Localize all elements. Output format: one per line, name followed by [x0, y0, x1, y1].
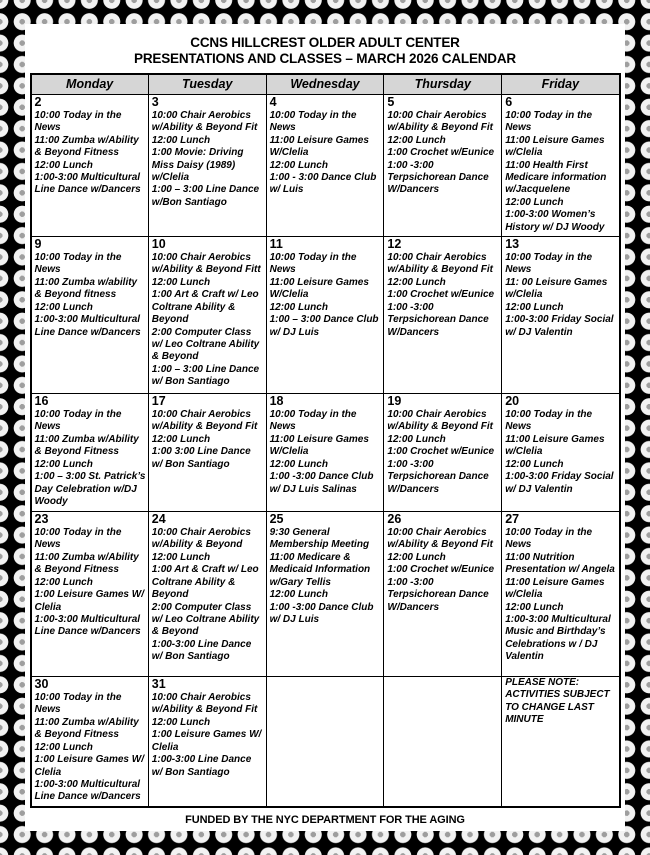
activity: 10:00 Today in the News — [505, 252, 593, 276]
activity: 1:00 -3:00 Dance Club w/ DJ Luis — [269, 601, 374, 625]
activity: 11:00 Leisure Games W/Clelia — [269, 433, 369, 458]
calendar-cell-day-23 — [31, 512, 149, 677]
activity: 11:00 Health First Medicare information w/Jacquelene — [505, 159, 607, 196]
calendar-cell-day-9 — [31, 237, 149, 394]
activity: 2:00 Computer Class w/ Leo Coltrane Ability & Beyond — [151, 601, 260, 638]
week-row-1 — [31, 95, 620, 237]
activity: 10:00 Chair Aerobics w/Ability & Beyond Fit — [151, 692, 258, 716]
activity: 12:00 Lunch — [505, 301, 564, 313]
date-number: 12 — [387, 237, 402, 252]
activity: 12:00 Lunch — [151, 433, 211, 445]
calendar-table — [30, 73, 621, 808]
date-number: 20 — [505, 394, 520, 409]
activity: 10:00 Today in the News — [269, 409, 357, 433]
activity: 2:00 Computer Class w/ Leo Coltrane Ability & Beyond — [151, 326, 260, 363]
activity: 10:00 Today in the News — [34, 409, 122, 433]
calendar-cell-empty — [266, 677, 384, 807]
activity: 10:00 Today in the News — [34, 527, 122, 551]
date-number: 27 — [505, 512, 520, 527]
page-title-line2: PRESENTATIONS AND CLASSES – MARCH 2026 CALENDAR — [134, 50, 516, 66]
calendar-body — [31, 95, 620, 807]
date-number: 25 — [269, 512, 284, 527]
activity: 12:00 Lunch — [387, 134, 446, 146]
activity: 11:00 Leisure Games W/Clelia — [269, 134, 369, 159]
activity: 11:00 Leisure Games w/Clelia — [505, 134, 605, 159]
week-row-3 — [31, 394, 620, 512]
activity: 1:00 Movie: Driving Miss Daisy (1989) w/Clelia — [151, 147, 244, 184]
weekday-header-row — [31, 74, 620, 95]
activity: 10:00 Chair Aerobics w/Ability & Beyond Fit — [387, 409, 493, 433]
activity: 1:00-3:00 Line Dance w/ Bon Santiago — [151, 754, 252, 778]
activity: 10:00 Chair Aerobics w/Ability & Beyond Fit — [151, 409, 258, 433]
activity: 12:00 Lunch — [151, 716, 211, 728]
activity: 11:00 Leisure Games w/Clelia — [505, 433, 605, 458]
activity: 10:00 Chair Aerobics w/Ability & Beyond Fit — [151, 110, 258, 134]
activity: 12:00 Lunch — [151, 134, 211, 146]
activity: 11:00 Zumba w/Ability & Beyond Fitness — [34, 433, 139, 458]
day-header-thursday: Thursday — [384, 74, 502, 95]
calendar-page — [25, 24, 625, 831]
calendar-cell-day-20 — [502, 394, 620, 512]
activity: 10:00 Today in the News — [34, 110, 122, 134]
activity: 1:00 3:00 Line Dance w/ Bon Santiago — [151, 446, 251, 470]
calendar-cell-empty — [384, 677, 502, 807]
activity: 1:00 -3:00 Terpsichorean Dance W/Dancers — [387, 159, 489, 196]
page-title-line1: CCNS HILLCREST OLDER ADULT CENTER — [190, 35, 460, 50]
calendar-cell-day-17 — [148, 394, 266, 512]
date-number: 16 — [34, 394, 49, 409]
calendar-cell-day-12 — [384, 237, 502, 394]
activity: 10:00 Chair Aerobics w/Ability & Beyond Fit — [387, 252, 493, 276]
activity: 10:00 Today in the News — [505, 110, 593, 134]
activity: 11:00 Medicare & Medicaid Information w/Gary Tellis — [269, 551, 371, 588]
activity: 12:00 Lunch — [151, 551, 211, 563]
date-number: 11 — [269, 237, 283, 252]
calendar-cell-day-30 — [31, 677, 149, 807]
activity: 12:00 Lunch — [34, 576, 93, 588]
activity: 1:00 – 3:00 St. Patrick’s Day Celebration w/DJ Woody — [34, 471, 146, 507]
activity: 10:00 Chair Aerobics w/Ability & Beyond Fit — [387, 110, 493, 134]
activity: 12:00 Lunch — [387, 276, 446, 288]
activity: 10:00 Today in the News — [269, 252, 357, 276]
activity: 11:00 Zumba w/Ability & Beyond Fitness — [34, 551, 139, 576]
calendar-cell-day-5 — [384, 95, 502, 237]
date-number: 6 — [505, 95, 513, 109]
activity: 12:00 Lunch — [269, 458, 328, 470]
activity: 1:00 Leisure Games W/ Clelia — [34, 754, 144, 778]
activity: 1:00-3:00 Line Dance w/ Bon Santiago — [151, 638, 252, 663]
activity: 1:00 Art & Craft w/ Leo Coltrane Ability & Beyond — [151, 564, 259, 601]
activity: 12:00 Lunch — [34, 458, 93, 470]
activity: 11:00 Leisure Games w/Clelia — [505, 576, 605, 601]
calendar-cell-day-13 — [502, 237, 620, 394]
activity: 1:00-3:00 Women’s History w/ DJ Woody — [505, 209, 605, 233]
calendar-cell-day-10 — [148, 237, 266, 394]
activity: 12:00 Lunch — [34, 301, 93, 313]
activity: 1:00-3:00 Friday Social w/ DJ Valentin — [505, 471, 614, 495]
week-row-2 — [31, 237, 620, 394]
activity: 1:00 – 3:00 Line Dance w/Bon Santiago — [151, 184, 260, 208]
calendar-cell-day-18 — [266, 394, 384, 512]
activity: 12:00 Lunch — [269, 159, 328, 171]
activity: 12:00 Lunch — [387, 551, 446, 563]
date-number: 2 — [34, 95, 42, 109]
activity: 1:00 – 3:00 Line Dance w/ Bon Santiago — [151, 363, 260, 388]
date-number: 23 — [34, 512, 49, 527]
activity: 1:00 Crochet w/Eunice — [387, 564, 495, 576]
date-number: 9 — [34, 237, 42, 252]
activity: 1:00-3:00 Multicultural Line Dance w/Dancers — [34, 778, 141, 803]
calendar-cell-day-26 — [384, 512, 502, 677]
activity: 10:00 Chair Aerobics w/Ability & Beyond Fit — [387, 527, 493, 551]
activity: 1:00-3:00 Multicultural Line Dance w/Dancers — [34, 613, 141, 638]
activity: 12:00 Lunch — [151, 276, 211, 288]
page-title — [25, 35, 625, 66]
day-header-friday: Friday — [502, 74, 620, 95]
calendar-cell-day-6 — [502, 95, 620, 237]
calendar-cell-day-4 — [266, 95, 384, 237]
date-number: 30 — [34, 677, 49, 692]
calendar-cell-day-2 — [31, 95, 149, 237]
activity: 1:00-3:00 Multicultural Line Dance w/Dancers — [34, 314, 141, 338]
activity: 1:00-3:00 Multicultural Line Dance w/Dancers — [34, 172, 141, 196]
activity: 1:00 Leisure Games W/ Clelia — [34, 589, 144, 613]
date-number: 24 — [151, 512, 166, 527]
date-number: 13 — [505, 237, 520, 252]
calendar-cell-day-11 — [266, 237, 384, 394]
calendar-cell-day-3 — [148, 95, 266, 237]
activity: 12:00 Lunch — [34, 741, 93, 753]
activity: 12:00 Lunch — [505, 196, 564, 208]
activity: 10:00 Chair Aerobics w/Ability & Beyond Fitt — [151, 252, 261, 276]
week-row-5 — [31, 677, 620, 807]
activity: 1:00 Leisure Games W/ Clelia — [151, 729, 262, 753]
date-number: 26 — [387, 512, 402, 527]
calendar-cell-day-24 — [148, 512, 266, 677]
activity: 11:00 Leisure Games W/Clelia — [269, 276, 369, 301]
activity: 12:00 Lunch — [505, 458, 564, 470]
activity: 1:00-3:00 Friday Social w/ DJ Valentin — [505, 314, 614, 338]
activity: 1:00 -3:00 Terpsichorean Dance W/Dancers — [387, 458, 489, 495]
activity: 1:00 – 3:00 Dance Club w/ DJ Luis — [269, 314, 379, 338]
activity: 12:00 Lunch — [505, 601, 564, 613]
day-header-tuesday: Tuesday — [148, 74, 266, 95]
activity: 12:00 Lunch — [387, 433, 446, 445]
activity: 10:00 Today in the News — [269, 110, 357, 134]
activity: 11:00 Zumba w/ability & Beyond fitness — [34, 276, 138, 301]
date-number: 5 — [387, 95, 395, 109]
activity: 1:00 -3:00 Dance Club w/ DJ Luis Salinas — [269, 471, 374, 495]
activity: 11: 00 Leisure Games w/Clelia — [505, 276, 608, 301]
activity: 12:00 Lunch — [269, 589, 328, 601]
activity: 11:00 Zumba w/Ability & Beyond Fitness — [34, 716, 139, 741]
activity: 12:00 Lunch — [269, 301, 328, 313]
activity: 1:00 -3:00 Terpsichorean Dance W/Dancers — [387, 301, 489, 338]
calendar-cell-day-16 — [31, 394, 149, 512]
calendar-cell-day-27 — [502, 512, 620, 677]
activity: 10:00 Today in the News — [505, 409, 593, 433]
activity: 10:00 Today in the News — [34, 692, 122, 716]
calendar-cell-day-25 — [266, 512, 384, 677]
activity: PLEASE NOTE: ACTIVITIES SUBJECT TO CHANGE LAST MINUTE — [505, 677, 610, 726]
calendar-cell-day-31 — [148, 677, 266, 807]
week-row-4 — [31, 512, 620, 677]
activity: 1:00 Crochet w/Eunice — [387, 446, 495, 458]
activity: 9:30 General Membership Meeting — [269, 527, 370, 551]
date-number: 31 — [151, 677, 166, 692]
calendar-cell-day-19 — [384, 394, 502, 512]
date-number: 10 — [151, 237, 166, 252]
activity: 12:00 Lunch — [34, 159, 93, 171]
activity: 1:00 Crochet w/Eunice — [387, 289, 495, 301]
footer-text: FUNDED BY THE NYC DEPARTMENT FOR THE AGING — [185, 813, 465, 826]
activity: 1:00 Art & Craft w/ Leo Coltrane Ability & Beyond — [151, 289, 259, 326]
date-number: 18 — [269, 394, 284, 409]
activity: 1:00 - 3:00 Dance Club w/ Luis — [269, 172, 377, 196]
activity: 11:00 Zumba w/Ability & Beyond Fitness — [34, 134, 139, 159]
date-number: 19 — [387, 394, 402, 409]
day-header-wednesday: Wednesday — [266, 74, 384, 95]
date-number: 3 — [151, 95, 159, 109]
activity: 1:00 Crochet w/Eunice — [387, 147, 495, 159]
date-number: 17 — [151, 394, 166, 409]
activity: 10:00 Today in the News — [505, 527, 593, 551]
activity: 1:00-3:00 Multicultural Music and Birthday’s Celebrations w / DJ Valentin — [505, 613, 611, 663]
date-number: 4 — [269, 95, 277, 109]
activity: 1:00 -3:00 Terpsichorean Dance W/Dancers — [387, 576, 489, 613]
day-header-monday: Monday — [31, 74, 149, 95]
activity: 10:00 Today in the News — [34, 252, 122, 276]
calendar-cell-note — [502, 677, 620, 807]
activity: 11:00 Nutrition Presentation w/ Angela — [505, 551, 615, 576]
activity: 10:00 Chair Aerobics w/Ability & Beyond — [151, 527, 251, 551]
